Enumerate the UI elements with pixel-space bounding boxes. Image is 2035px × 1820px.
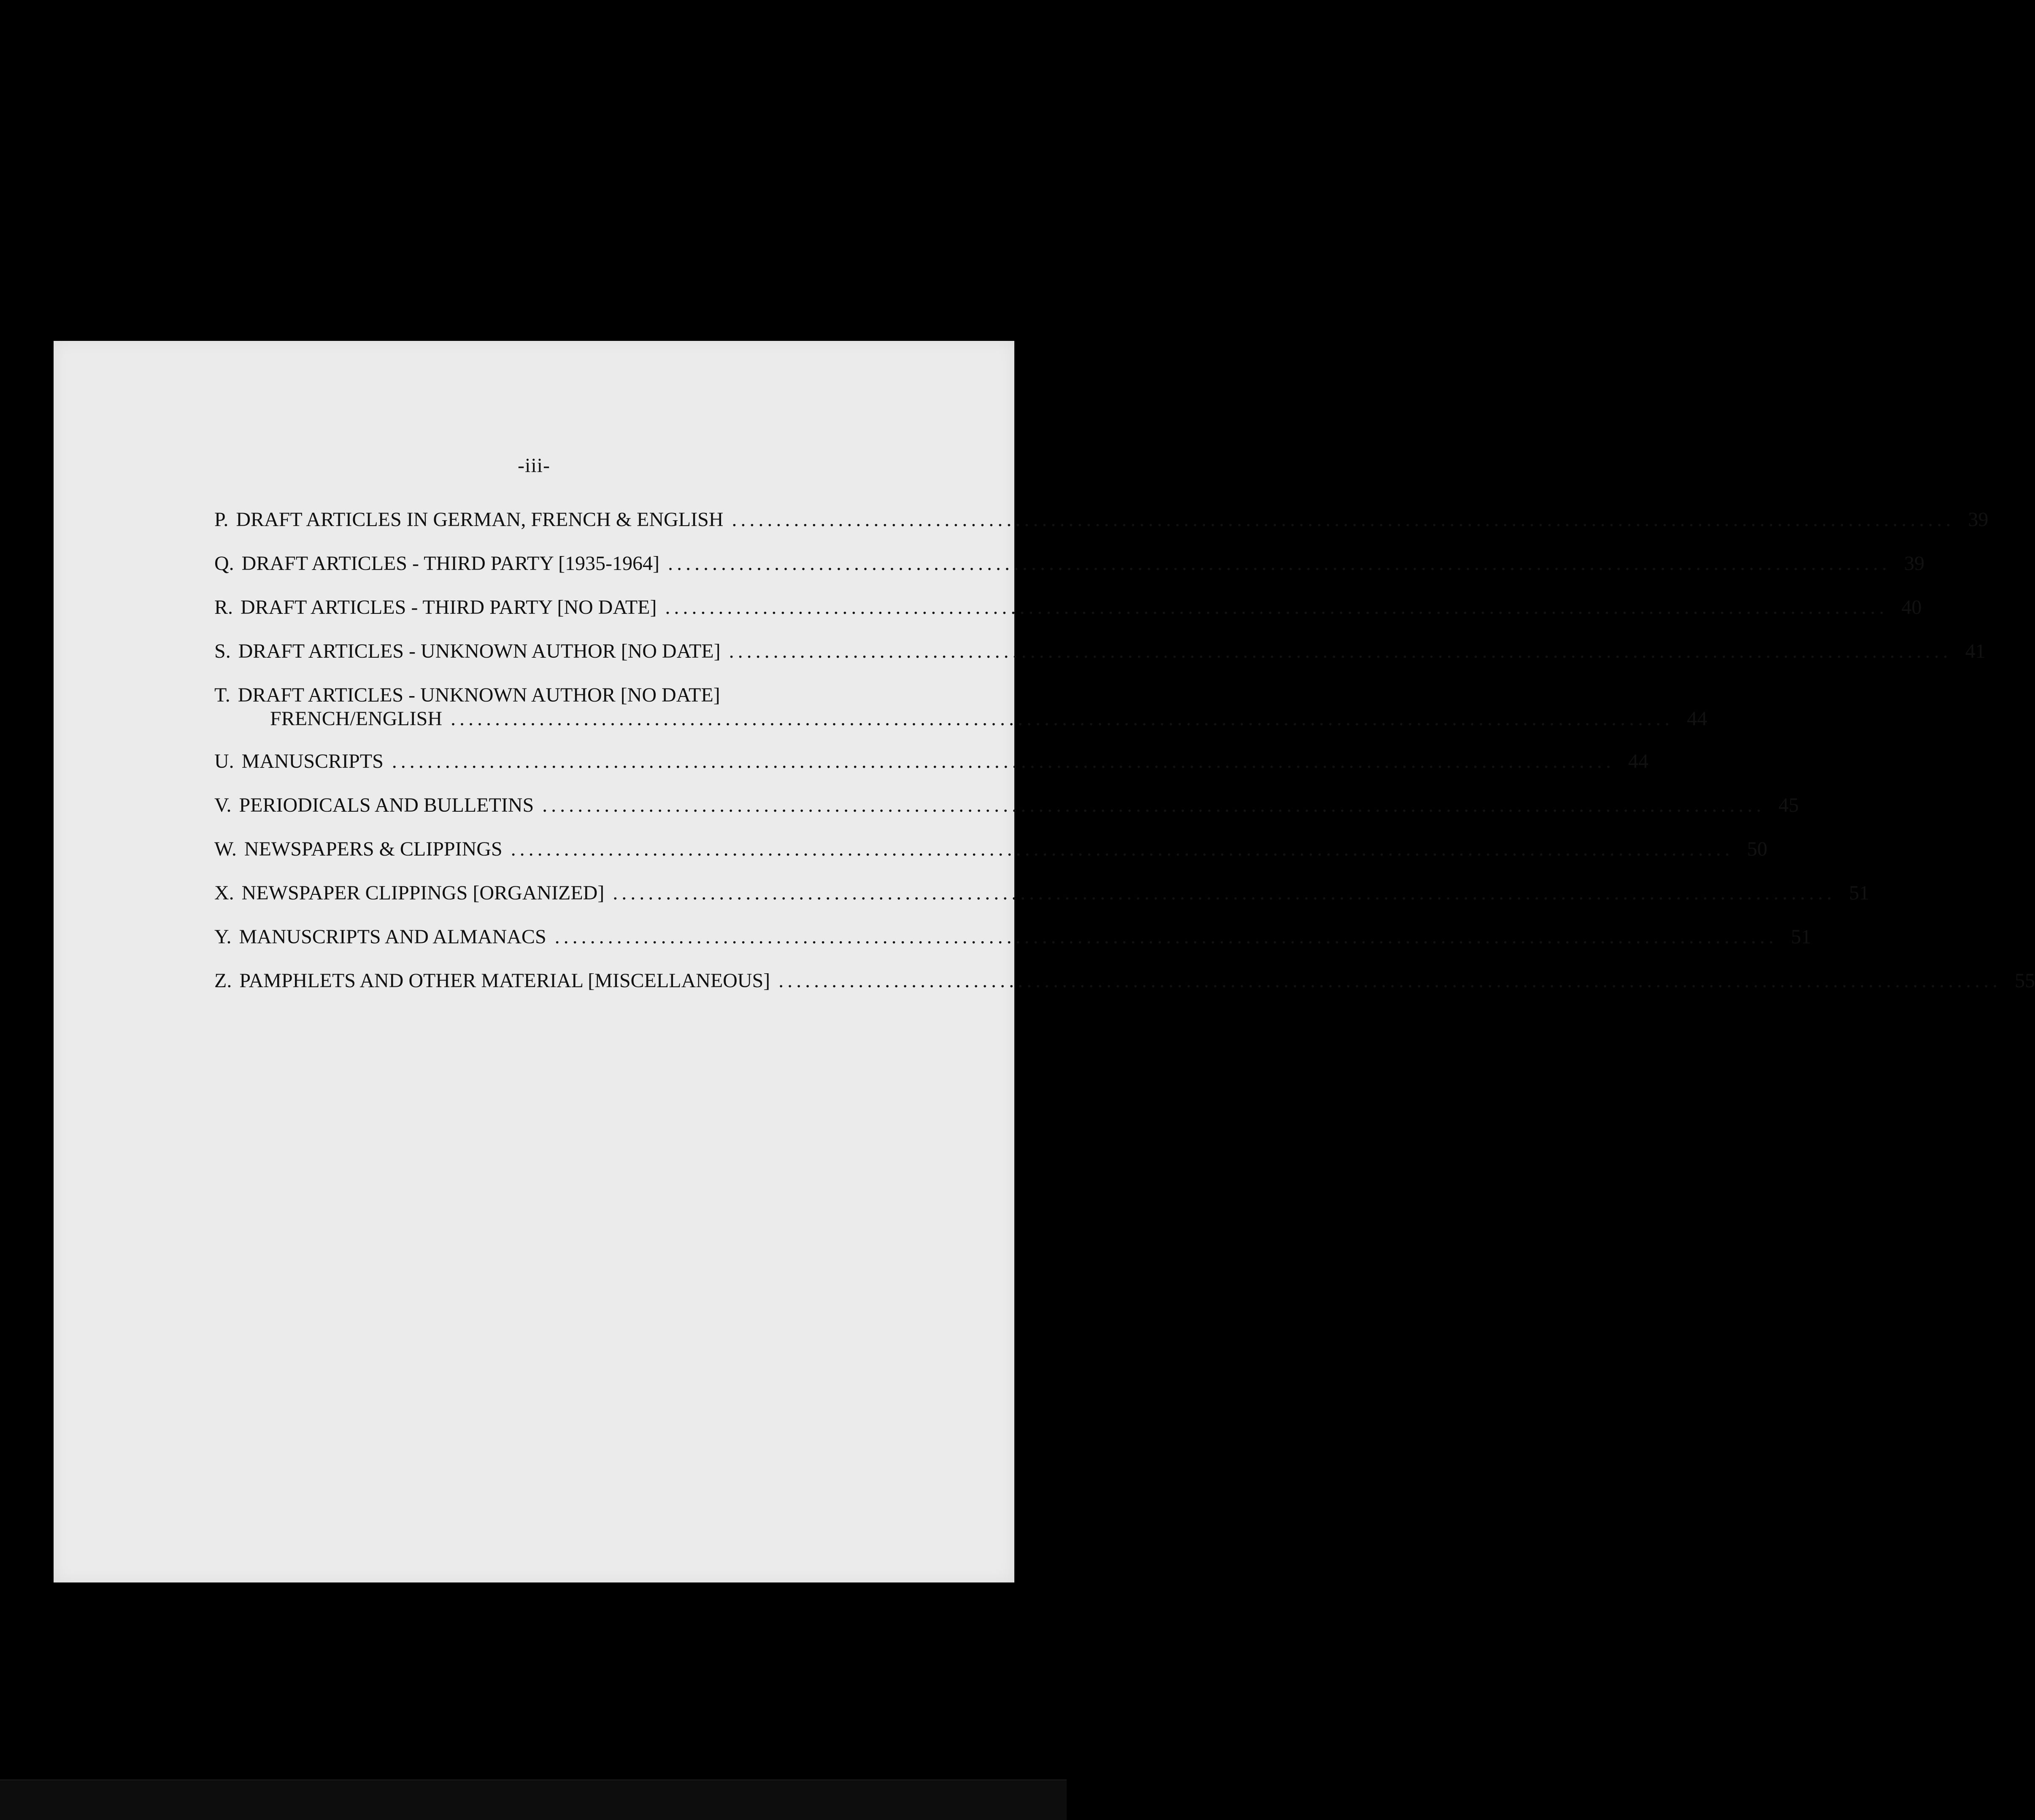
toc-entry-letter: W.: [214, 838, 237, 860]
toc-entry-letter: P.: [214, 508, 229, 531]
toc-entry-w: [214, 837, 1767, 881]
dot-leader: ..........................................................................................................................................: [668, 552, 1891, 575]
dot-leader: ..........................................................................................................................................: [554, 926, 1778, 948]
toc-entry-title: PAMPHLETS AND OTHER MATERIAL [MISCELLANEOUS]: [239, 969, 770, 992]
toc-entry-page: 41: [1965, 640, 1986, 662]
dot-leader: ..........................................................................................................................................: [542, 794, 1765, 816]
toc-entry-page: 39: [1968, 508, 1989, 531]
toc-entry-page: 51: [1849, 882, 1870, 904]
toc-entry-p: [214, 508, 1989, 552]
toc-entry-letter: Q.: [214, 552, 234, 575]
toc-entry-letter: S.: [214, 640, 231, 662]
toc-entry-page: 55: [2015, 969, 2035, 992]
toc-entry-title: DRAFT ARTICLES - UNKNOWN AUTHOR [NO DATE]: [238, 640, 721, 662]
toc-entry-title-continued: FRENCH/ENGLISH: [270, 707, 443, 730]
toc-entry-t: [214, 683, 1708, 750]
toc-entry-title: DRAFT ARTICLES IN GERMAN, FRENCH & ENGLISH: [236, 508, 724, 531]
dot-leader: ..........................................................................................................................................: [732, 508, 1955, 531]
toc-entry-title: DRAFT ARTICLES - UNKNOWN AUTHOR [NO DATE]: [238, 684, 720, 706]
toc-entry-letter: V.: [214, 794, 232, 816]
toc-entry-q: [214, 552, 1924, 596]
toc-entry-x: [214, 881, 1870, 925]
toc-entry-letter: Z.: [214, 969, 232, 992]
dot-leader: ..........................................................................................................................................: [778, 969, 2002, 992]
toc-entry-title: DRAFT ARTICLES - THIRD PARTY [1935-1964]: [241, 552, 659, 575]
dot-leader: ..........................................................................................................................................: [392, 750, 1615, 772]
toc-entry-page: 40: [1901, 596, 1922, 618]
toc-entry-page: 44: [1628, 750, 1649, 772]
dot-leader: ..........................................................................................................................................: [511, 838, 1734, 860]
toc-entry-page: 50: [1747, 838, 1767, 860]
toc-entry-page: 51: [1791, 926, 1811, 948]
toc-entry-s: [214, 640, 1986, 683]
toc-entry-page: 39: [1904, 552, 1924, 575]
toc-entry-letter: X.: [214, 882, 234, 904]
toc-entry-title: PERIODICALS AND BULLETINS: [239, 794, 534, 816]
toc-entry-title: MANUSCRIPTS: [241, 750, 384, 772]
toc-entry-letter: T.: [214, 684, 230, 706]
toc-entry-title: NEWSPAPERS & CLIPPINGS: [244, 838, 503, 860]
toc-entry-letter: Y.: [214, 926, 232, 948]
document-page: [54, 341, 2035, 1582]
toc-entry-letter: U.: [214, 750, 234, 772]
toc-entry-title: NEWSPAPER CLIPPINGS [ORGANIZED]: [241, 882, 605, 904]
toc-entry-title: DRAFT ARTICLES - THIRD PARTY [NO DATE]: [241, 596, 657, 618]
dot-leader: ..........................................................................................................................................: [665, 596, 1888, 618]
dot-leader: ..........................................................................................................................................: [613, 882, 1836, 904]
toc-entry-title: MANUSCRIPTS AND ALMANACS: [239, 926, 546, 948]
toc-entry-v: [214, 794, 1799, 837]
table-of-contents: [214, 508, 2035, 1013]
page-number: -iii-: [518, 454, 550, 477]
toc-entry-letter: R.: [214, 596, 233, 618]
toc-entry-r: [214, 596, 1922, 640]
scanner-bottom-edge: [0, 1779, 1067, 1820]
dot-leader: ..........................................................................................................................................: [729, 640, 1952, 662]
toc-entry-z: [214, 969, 2035, 1013]
toc-entry-u: [214, 750, 1649, 794]
toc-entry-y: [214, 925, 1811, 969]
toc-entry-page: 44: [1687, 707, 1708, 730]
toc-entry-page: 45: [1778, 794, 1799, 816]
dot-leader: ..........................................................................................................................................: [451, 707, 1674, 730]
